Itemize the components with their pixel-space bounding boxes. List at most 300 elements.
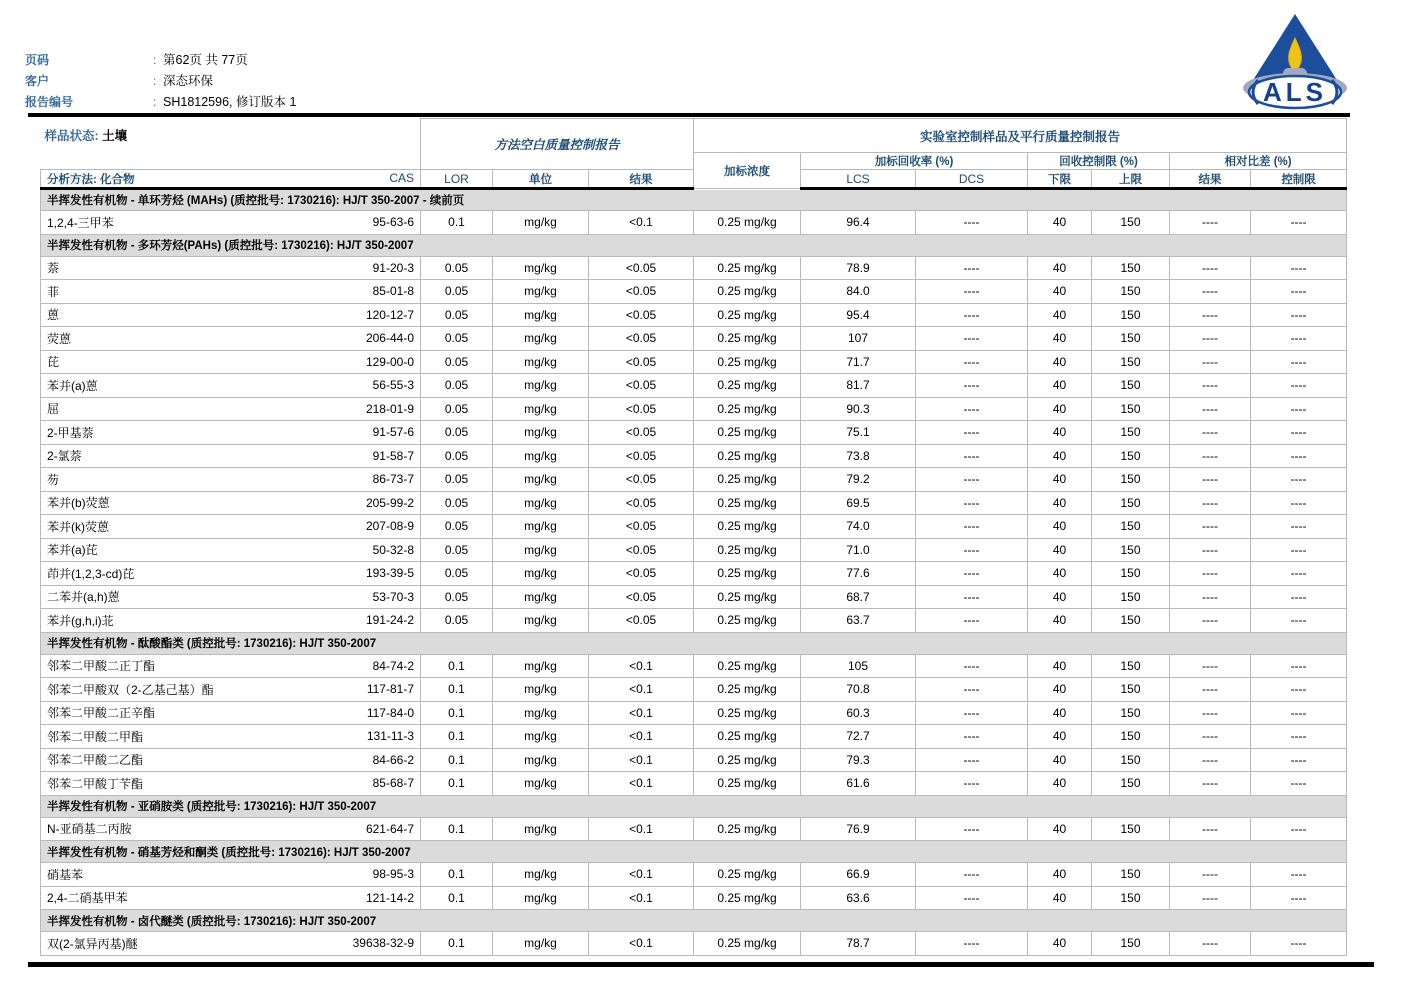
dcs-cell: ----: [916, 327, 1028, 351]
rpd_limit-cell: ----: [1251, 327, 1347, 351]
cas-number: 218-01-9: [365, 401, 414, 416]
rpd_result-cell: ----: [1170, 211, 1251, 235]
rpd_limit-cell: ----: [1251, 886, 1347, 910]
section-title: 半挥发性有机物 - 酞酸酯类 (质控批号: 1730216): HJ/T 350-2007: [41, 632, 1347, 654]
lower-cell: 40: [1028, 421, 1092, 445]
cas-number: 193-39-5: [365, 566, 414, 581]
unit-cell: mg/kg: [493, 772, 589, 796]
compound-cell: [41, 772, 421, 796]
report-number-label: 报告编号: [25, 95, 74, 109]
table-row: [41, 468, 1347, 492]
table-row: [41, 562, 1347, 586]
table-row: [41, 817, 1347, 841]
unit-cell: mg/kg: [493, 468, 589, 492]
dcs-cell: ----: [916, 562, 1028, 586]
dcs-cell: ----: [916, 609, 1028, 633]
upper-cell: 150: [1092, 421, 1170, 445]
table-row: [41, 538, 1347, 562]
compound-cell: [41, 562, 421, 586]
dcs-cell: ----: [916, 256, 1028, 280]
section-row: [41, 795, 1347, 817]
unit-cell: mg/kg: [493, 211, 589, 235]
lor-cell: 0.1: [421, 211, 493, 235]
compound-name: 硝基苯: [47, 867, 84, 882]
lower-cell: 40: [1028, 817, 1092, 841]
rpd_limit-cell: ----: [1251, 654, 1347, 678]
compound-name: 邻苯二甲酸二乙酯: [47, 753, 144, 768]
lower-cell: 40: [1028, 725, 1092, 749]
als-logo: [1240, 12, 1350, 112]
lower-cell: 40: [1028, 397, 1092, 421]
compound-name: 二苯并(a,h)蒽: [47, 590, 120, 605]
report-number-row: [25, 92, 296, 113]
compound-name: 邻苯二甲酸二正丁酯: [47, 659, 156, 674]
cas-number: 85-68-7: [372, 776, 414, 791]
lcs-cell: 96.4: [801, 211, 916, 235]
spike-cell: 0.25 mg/kg: [694, 886, 801, 910]
section-row: [41, 841, 1347, 863]
upper-cell: 150: [1092, 256, 1170, 280]
lor-cell: 0.05: [421, 303, 493, 327]
spike-concentration-header: 加标浓度: [694, 153, 801, 189]
upper-cell: 150: [1092, 491, 1170, 515]
cas-number: 207-08-9: [365, 519, 414, 534]
lcs-header: LCS: [801, 170, 916, 189]
dcs-cell: ----: [916, 678, 1028, 702]
compound-cell: [41, 374, 421, 398]
lcs-cell: 78.9: [801, 256, 916, 280]
lcs-cell: 61.6: [801, 772, 916, 796]
result-cell: <0.05: [589, 303, 694, 327]
lower-cell: 40: [1028, 863, 1092, 887]
lor-cell: 0.05: [421, 374, 493, 398]
result-cell: <0.05: [589, 562, 694, 586]
dcs-cell: ----: [916, 515, 1028, 539]
rpd_limit-cell: ----: [1251, 280, 1347, 304]
lor-cell: 0.05: [421, 421, 493, 445]
result-cell: <0.05: [589, 468, 694, 492]
section-title: 半挥发性有机物 - 多环芳烃(PAHs) (质控批号: 1730216): HJ/T 350-2007: [41, 234, 1347, 256]
lor-cell: 0.05: [421, 538, 493, 562]
rpd_result-cell: ----: [1170, 515, 1251, 539]
dcs-cell: ----: [916, 654, 1028, 678]
lcs-cell: 79.3: [801, 748, 916, 772]
lor-cell: 0.05: [421, 491, 493, 515]
dcs-cell: ----: [916, 932, 1028, 956]
lower-cell: 40: [1028, 701, 1092, 725]
rpd_result-cell: ----: [1170, 609, 1251, 633]
cas-number: 621-64-7: [365, 821, 414, 836]
compound-cell: [41, 491, 421, 515]
separator: :: [153, 53, 157, 67]
compound-name: 邻苯二甲酸双（2-乙基己基）酯: [47, 682, 214, 697]
unit-cell: mg/kg: [493, 748, 589, 772]
dcs-cell: ----: [916, 397, 1028, 421]
unit-cell: mg/kg: [493, 327, 589, 351]
lower-cell: 40: [1028, 538, 1092, 562]
spike-cell: 0.25 mg/kg: [694, 817, 801, 841]
unit-cell: mg/kg: [493, 886, 589, 910]
compound-cell: [41, 256, 421, 280]
lower-cell: 40: [1028, 374, 1092, 398]
compound-cell: [41, 350, 421, 374]
rpd_result-cell: ----: [1170, 538, 1251, 562]
report-header: [25, 50, 296, 113]
lcs-cell: 76.9: [801, 817, 916, 841]
compound-name: 苯并(g,h,i)苝: [47, 613, 114, 628]
rpd_limit-cell: ----: [1251, 725, 1347, 749]
unit-cell: mg/kg: [493, 515, 589, 539]
lcs-cell: 95.4: [801, 303, 916, 327]
compound-cell: [41, 280, 421, 304]
unit-cell: mg/kg: [493, 256, 589, 280]
upper-cell: 150: [1092, 772, 1170, 796]
dcs-cell: ----: [916, 748, 1028, 772]
spike-cell: 0.25 mg/kg: [694, 374, 801, 398]
spike-cell: 0.25 mg/kg: [694, 468, 801, 492]
unit-cell: mg/kg: [493, 350, 589, 374]
spike-cell: 0.25 mg/kg: [694, 256, 801, 280]
rpd_limit-cell: ----: [1251, 585, 1347, 609]
compound-cell: [41, 585, 421, 609]
rpd_result-cell: ----: [1170, 444, 1251, 468]
rpd_result-cell: ----: [1170, 468, 1251, 492]
upper-cell: 150: [1092, 932, 1170, 956]
unit-cell: mg/kg: [493, 678, 589, 702]
compound-name: 蒽: [47, 308, 60, 323]
rpd_limit-cell: ----: [1251, 748, 1347, 772]
blank-spacer: [41, 153, 421, 170]
cas-number: 56-55-3: [372, 378, 414, 393]
lor-cell: 0.1: [421, 748, 493, 772]
sample-status-label: 样品状态:: [44, 128, 99, 143]
rpd_limit-cell: ----: [1251, 562, 1347, 586]
lower-cell: 40: [1028, 654, 1092, 678]
upper-cell: 150: [1092, 211, 1170, 235]
upper-cell: 150: [1092, 678, 1170, 702]
result-cell: <0.05: [589, 609, 694, 633]
spike-cell: 0.25 mg/kg: [694, 863, 801, 887]
compound-cell: [41, 327, 421, 351]
upper-cell: 150: [1092, 397, 1170, 421]
rpd-limit-header: 控制限: [1251, 170, 1347, 189]
rpd_result-cell: ----: [1170, 303, 1251, 327]
rpd_limit-cell: ----: [1251, 538, 1347, 562]
upper-limit-header: 上限: [1092, 170, 1170, 189]
result-cell: <0.05: [589, 280, 694, 304]
lcs-cell: 105: [801, 654, 916, 678]
lower-cell: 40: [1028, 303, 1092, 327]
spike-cell: 0.25 mg/kg: [694, 491, 801, 515]
lower-cell: 40: [1028, 327, 1092, 351]
lcs-cell: 84.0: [801, 280, 916, 304]
compound-cell: [41, 609, 421, 633]
result-cell: <0.05: [589, 327, 694, 351]
compound-cell: [41, 748, 421, 772]
upper-cell: 150: [1092, 817, 1170, 841]
header-divider: [28, 113, 1350, 117]
lor-cell: 0.1: [421, 772, 493, 796]
page-bottom-bar: [28, 962, 1374, 967]
compound-name: 屈: [47, 402, 60, 417]
upper-cell: 150: [1092, 280, 1170, 304]
cas-number: 95-63-6: [372, 215, 414, 230]
lower-cell: 40: [1028, 444, 1092, 468]
section-title: 半挥发性有机物 - 卤代醚类 (质控批号: 1730216): HJ/T 350-2007: [41, 910, 1347, 932]
rpd_result-cell: ----: [1170, 863, 1251, 887]
unit-cell: mg/kg: [493, 374, 589, 398]
rpd-result-header: 结果: [1170, 170, 1251, 189]
compound-cell: [41, 654, 421, 678]
compound-cell: [41, 725, 421, 749]
compound-cell: [41, 863, 421, 887]
lor-cell: 0.1: [421, 654, 493, 678]
compound-cell: [41, 817, 421, 841]
separator: :: [153, 74, 157, 88]
lor-cell: 0.05: [421, 444, 493, 468]
unit-cell: mg/kg: [493, 397, 589, 421]
lower-cell: 40: [1028, 256, 1092, 280]
lcs-cell: 79.2: [801, 468, 916, 492]
table-row: [41, 772, 1347, 796]
rpd_limit-cell: ----: [1251, 701, 1347, 725]
unit-cell: mg/kg: [493, 444, 589, 468]
page-number-label: 页码: [25, 53, 50, 67]
rpd_result-cell: ----: [1170, 280, 1251, 304]
rpd_result-cell: ----: [1170, 654, 1251, 678]
spike-cell: 0.25 mg/kg: [694, 350, 801, 374]
upper-cell: 150: [1092, 701, 1170, 725]
report-number-value: SH1812596, 修订版本 1: [163, 95, 297, 109]
spike-cell: 0.25 mg/kg: [694, 654, 801, 678]
upper-cell: 150: [1092, 863, 1170, 887]
page-number-value: 第62页 共 77页: [163, 53, 248, 67]
cas-number: 120-12-7: [365, 307, 414, 322]
compound-cell: [41, 444, 421, 468]
lcs-cell: 69.5: [801, 491, 916, 515]
result-header: 结果: [589, 170, 694, 189]
spike-cell: 0.25 mg/kg: [694, 421, 801, 445]
spike-cell: 0.25 mg/kg: [694, 303, 801, 327]
compound-name: 茚并(1,2,3-cd)芘: [47, 566, 135, 581]
lab-report-title: 实验室控制样品及平行质量控制报告: [694, 119, 1347, 153]
rpd_limit-cell: ----: [1251, 491, 1347, 515]
upper-cell: 150: [1092, 538, 1170, 562]
unit-cell: mg/kg: [493, 491, 589, 515]
table-row: [41, 327, 1347, 351]
lor-cell: 0.05: [421, 468, 493, 492]
lcs-cell: 63.7: [801, 609, 916, 633]
table-row: [41, 256, 1347, 280]
cas-number: 117-84-0: [366, 705, 414, 720]
spike-cell: 0.25 mg/kg: [694, 211, 801, 235]
cas-number: 205-99-2: [365, 495, 414, 510]
lor-cell: 0.1: [421, 817, 493, 841]
compound-cell: [41, 468, 421, 492]
rpd_result-cell: ----: [1170, 772, 1251, 796]
lor-cell: 0.1: [421, 725, 493, 749]
upper-cell: 150: [1092, 303, 1170, 327]
cas-number: 91-58-7: [372, 448, 414, 463]
lower-cell: 40: [1028, 562, 1092, 586]
cas-number: 91-57-6: [372, 425, 414, 440]
upper-cell: 150: [1092, 515, 1170, 539]
upper-cell: 150: [1092, 444, 1170, 468]
result-cell: <0.05: [589, 256, 694, 280]
table-row: [41, 444, 1347, 468]
client-label: 客户: [25, 74, 50, 88]
dcs-cell: ----: [916, 350, 1028, 374]
upper-cell: 150: [1092, 350, 1170, 374]
dcs-cell: ----: [916, 491, 1028, 515]
rpd_result-cell: ----: [1170, 886, 1251, 910]
lower-cell: 40: [1028, 772, 1092, 796]
table-row: [41, 654, 1347, 678]
result-cell: <0.05: [589, 444, 694, 468]
section-row: [41, 189, 1347, 211]
compound-name: 2-氯萘: [47, 449, 82, 464]
table-row: [41, 701, 1347, 725]
rpd_result-cell: ----: [1170, 932, 1251, 956]
table-row: [41, 397, 1347, 421]
result-cell: <0.05: [589, 374, 694, 398]
spike-cell: 0.25 mg/kg: [694, 397, 801, 421]
spike-cell: 0.25 mg/kg: [694, 538, 801, 562]
lcs-cell: 73.8: [801, 444, 916, 468]
dcs-cell: ----: [916, 725, 1028, 749]
cas-header: CAS: [389, 170, 414, 185]
lor-cell: 0.1: [421, 932, 493, 956]
compound-cell: [41, 211, 421, 235]
compound-cell: [41, 701, 421, 725]
rpd_result-cell: ----: [1170, 374, 1251, 398]
section-title: 半挥发性有机物 - 硝基芳烃和酮类 (质控批号: 1730216): HJ/T 350-2007: [41, 841, 1347, 863]
cas-number: 98-95-3: [372, 867, 414, 882]
table-row: [41, 374, 1347, 398]
cas-number: 131-11-3: [366, 729, 414, 744]
client-value: 深态环保: [163, 74, 214, 88]
rpd_limit-cell: ----: [1251, 374, 1347, 398]
compound-name: N-亚硝基二丙胺: [47, 822, 132, 837]
result-cell: <0.05: [589, 491, 694, 515]
table-row: [41, 678, 1347, 702]
upper-cell: 150: [1092, 327, 1170, 351]
compound-name: 苯并(a)蒽: [47, 378, 98, 393]
sample-status: [41, 119, 421, 153]
lcs-cell: 90.3: [801, 397, 916, 421]
lor-cell: 0.05: [421, 609, 493, 633]
cas-number: 129-00-0: [365, 354, 414, 369]
rpd_result-cell: ----: [1170, 817, 1251, 841]
dcs-header: DCS: [916, 170, 1028, 189]
recovery-header: 加标回收率 (%): [801, 153, 1028, 170]
lower-cell: 40: [1028, 350, 1092, 374]
rpd_limit-cell: ----: [1251, 772, 1347, 796]
dcs-cell: ----: [916, 701, 1028, 725]
cas-number: 121-14-2: [365, 890, 414, 905]
compound-name: 2,4-二硝基甲苯: [47, 891, 128, 906]
compound-name: 芘: [47, 355, 60, 370]
compound-name: 邻苯二甲酸二正辛酯: [47, 706, 156, 721]
section-row: [41, 910, 1347, 932]
cas-number: 91-20-3: [372, 260, 414, 275]
unit-header: 单位: [493, 170, 589, 189]
unit-cell: mg/kg: [493, 654, 589, 678]
rpd_limit-cell: ----: [1251, 397, 1347, 421]
result-cell: <0.05: [589, 585, 694, 609]
lcs-cell: 75.1: [801, 421, 916, 445]
compound-cell: [41, 421, 421, 445]
lcs-cell: 68.7: [801, 585, 916, 609]
rpd_result-cell: ----: [1170, 748, 1251, 772]
unit-cell: mg/kg: [493, 725, 589, 749]
spike-cell: 0.25 mg/kg: [694, 609, 801, 633]
upper-cell: 150: [1092, 562, 1170, 586]
lower-cell: 40: [1028, 678, 1092, 702]
section-row: [41, 234, 1347, 256]
upper-cell: 150: [1092, 886, 1170, 910]
rpd_limit-cell: ----: [1251, 609, 1347, 633]
result-cell: <0.1: [589, 211, 694, 235]
result-cell: <0.1: [589, 725, 694, 749]
upper-cell: 150: [1092, 585, 1170, 609]
unit-cell: mg/kg: [493, 817, 589, 841]
recovery-limit-header: 回收控制限 (%): [1028, 153, 1170, 170]
table-row: [41, 585, 1347, 609]
rpd_limit-cell: ----: [1251, 678, 1347, 702]
compound-name: 1,2,4-三甲苯: [47, 215, 114, 230]
rpd_result-cell: ----: [1170, 421, 1251, 445]
compound-name: 苯并(a)芘: [47, 543, 98, 558]
lor-cell: 0.05: [421, 350, 493, 374]
table-row: [41, 421, 1347, 445]
compound-name: 芴: [47, 472, 60, 487]
lower-cell: 40: [1028, 609, 1092, 633]
table-row: [41, 303, 1347, 327]
result-cell: <0.1: [589, 886, 694, 910]
compound-name: 苯并(k)荧蒽: [47, 519, 109, 534]
table-row: [41, 515, 1347, 539]
dcs-cell: ----: [916, 421, 1028, 445]
lor-cell: 0.1: [421, 863, 493, 887]
compound-name: 萘: [47, 261, 60, 276]
dcs-cell: ----: [916, 863, 1028, 887]
lor-cell: 0.05: [421, 585, 493, 609]
lcs-cell: 107: [801, 327, 916, 351]
rpd_limit-cell: ----: [1251, 444, 1347, 468]
unit-cell: mg/kg: [493, 280, 589, 304]
rpd_result-cell: ----: [1170, 701, 1251, 725]
table-row: [41, 725, 1347, 749]
table-row: [41, 748, 1347, 772]
rpd_limit-cell: ----: [1251, 468, 1347, 492]
blank-report-title: 方法空白质量控制报告: [421, 119, 694, 170]
rpd_limit-cell: ----: [1251, 863, 1347, 887]
lor-cell: 0.1: [421, 886, 493, 910]
rpd_result-cell: ----: [1170, 327, 1251, 351]
result-cell: <0.05: [589, 397, 694, 421]
compound-name: 邻苯二甲酸丁苄酯: [47, 776, 144, 791]
spike-cell: 0.25 mg/kg: [694, 772, 801, 796]
lor-header: LOR: [421, 170, 493, 189]
compound-name: 邻苯二甲酸二甲酯: [47, 729, 144, 744]
rpd_limit-cell: ----: [1251, 303, 1347, 327]
spike-cell: 0.25 mg/kg: [694, 327, 801, 351]
result-cell: <0.1: [589, 932, 694, 956]
compound-cell: [41, 515, 421, 539]
spike-cell: 0.25 mg/kg: [694, 585, 801, 609]
rpd_result-cell: ----: [1170, 256, 1251, 280]
